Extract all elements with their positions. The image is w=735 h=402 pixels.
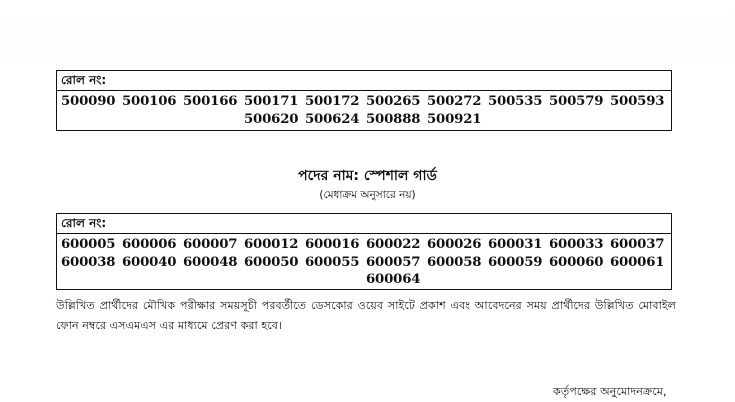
roll-grid-2 bbox=[57, 234, 671, 289]
roll-number bbox=[122, 271, 183, 289]
roll-number: 600007 bbox=[183, 237, 238, 252]
roll-number: 600006 bbox=[122, 237, 177, 252]
roll-number: 500624 bbox=[305, 111, 360, 127]
roll-number: 500172 bbox=[305, 94, 360, 109]
roll-number: 500579 bbox=[549, 94, 604, 109]
roll-number bbox=[610, 271, 671, 289]
roll-number: 500272 bbox=[427, 94, 482, 109]
roll-number: 600060 bbox=[549, 254, 604, 270]
roll-number bbox=[549, 271, 610, 289]
roll-number: 600058 bbox=[427, 254, 482, 270]
roll-table-2 bbox=[56, 213, 672, 290]
roll-number: 500888 bbox=[366, 111, 421, 127]
roll-number: 500265 bbox=[366, 94, 421, 109]
roll-number: 500090 bbox=[61, 94, 116, 109]
roll-number: 600005 bbox=[61, 237, 116, 252]
roll-number: 600055 bbox=[305, 254, 360, 270]
roll-number bbox=[244, 271, 305, 289]
roll-number: 600064 bbox=[366, 272, 421, 287]
roll-number: 500535 bbox=[488, 94, 543, 109]
roll-number: 500593 bbox=[610, 94, 665, 109]
roll-grid-1 bbox=[57, 91, 671, 128]
roll-number: 500106 bbox=[122, 94, 177, 109]
roll-number bbox=[61, 111, 122, 129]
roll-number bbox=[183, 271, 244, 289]
signature-line: কর্তৃপক্ষের অনুমোদনক্রমে, bbox=[553, 385, 667, 398]
roll-number: 500166 bbox=[183, 94, 238, 109]
roll-number bbox=[610, 111, 671, 129]
roll-number bbox=[61, 271, 122, 289]
roll-number bbox=[122, 111, 183, 129]
roll-label-2: রোল নং: bbox=[57, 214, 671, 234]
roll-number: 500171 bbox=[244, 94, 299, 109]
roll-number: 600040 bbox=[122, 254, 177, 270]
roll-number bbox=[488, 111, 549, 129]
roll-label-1: রোল নং: bbox=[57, 71, 671, 91]
roll-number bbox=[427, 271, 488, 289]
roll-number: 600031 bbox=[488, 237, 543, 252]
roll-number: 500620 bbox=[244, 111, 299, 127]
roll-number bbox=[305, 271, 366, 289]
roll-number: 600026 bbox=[427, 237, 482, 252]
roll-number bbox=[488, 271, 549, 289]
roll-number: 600022 bbox=[366, 237, 421, 252]
roll-number: 600038 bbox=[61, 254, 116, 270]
roll-number: 600050 bbox=[244, 254, 299, 270]
roll-number: 600059 bbox=[488, 254, 543, 270]
roll-number bbox=[183, 111, 244, 129]
roll-number: 500921 bbox=[427, 111, 482, 127]
notice-paragraph: উল্লিখিত প্রার্থীদের মৌখিক পরীক্ষার সময়সূচী পরবর্তীতে ডেসকোর ওয়েব সাইটে প্রকাশ এবং আবেদনের সময় প্রার্থীদের উল্লিখিত মোবাইল ফোন নম্বরে এসএমএস এর মাধ্যমে প্রেরণ করা হবে। bbox=[56, 299, 676, 332]
roll-number: 600016 bbox=[305, 237, 360, 252]
page-top-area bbox=[0, 0, 735, 62]
roll-number: 600048 bbox=[183, 254, 238, 270]
roll-number: 600037 bbox=[610, 237, 665, 252]
roll-number bbox=[549, 111, 610, 129]
post-subtitle: (মেধাক্রম অনুসারে নয়) bbox=[319, 189, 416, 201]
roll-number: 600033 bbox=[549, 237, 604, 252]
roll-table-1 bbox=[56, 70, 672, 131]
roll-number: 600061 bbox=[610, 254, 665, 270]
roll-number: 600012 bbox=[244, 237, 299, 252]
post-title: পদের নাম: স্পেশাল গার্ড bbox=[298, 168, 437, 184]
roll-number: 600057 bbox=[366, 254, 421, 270]
